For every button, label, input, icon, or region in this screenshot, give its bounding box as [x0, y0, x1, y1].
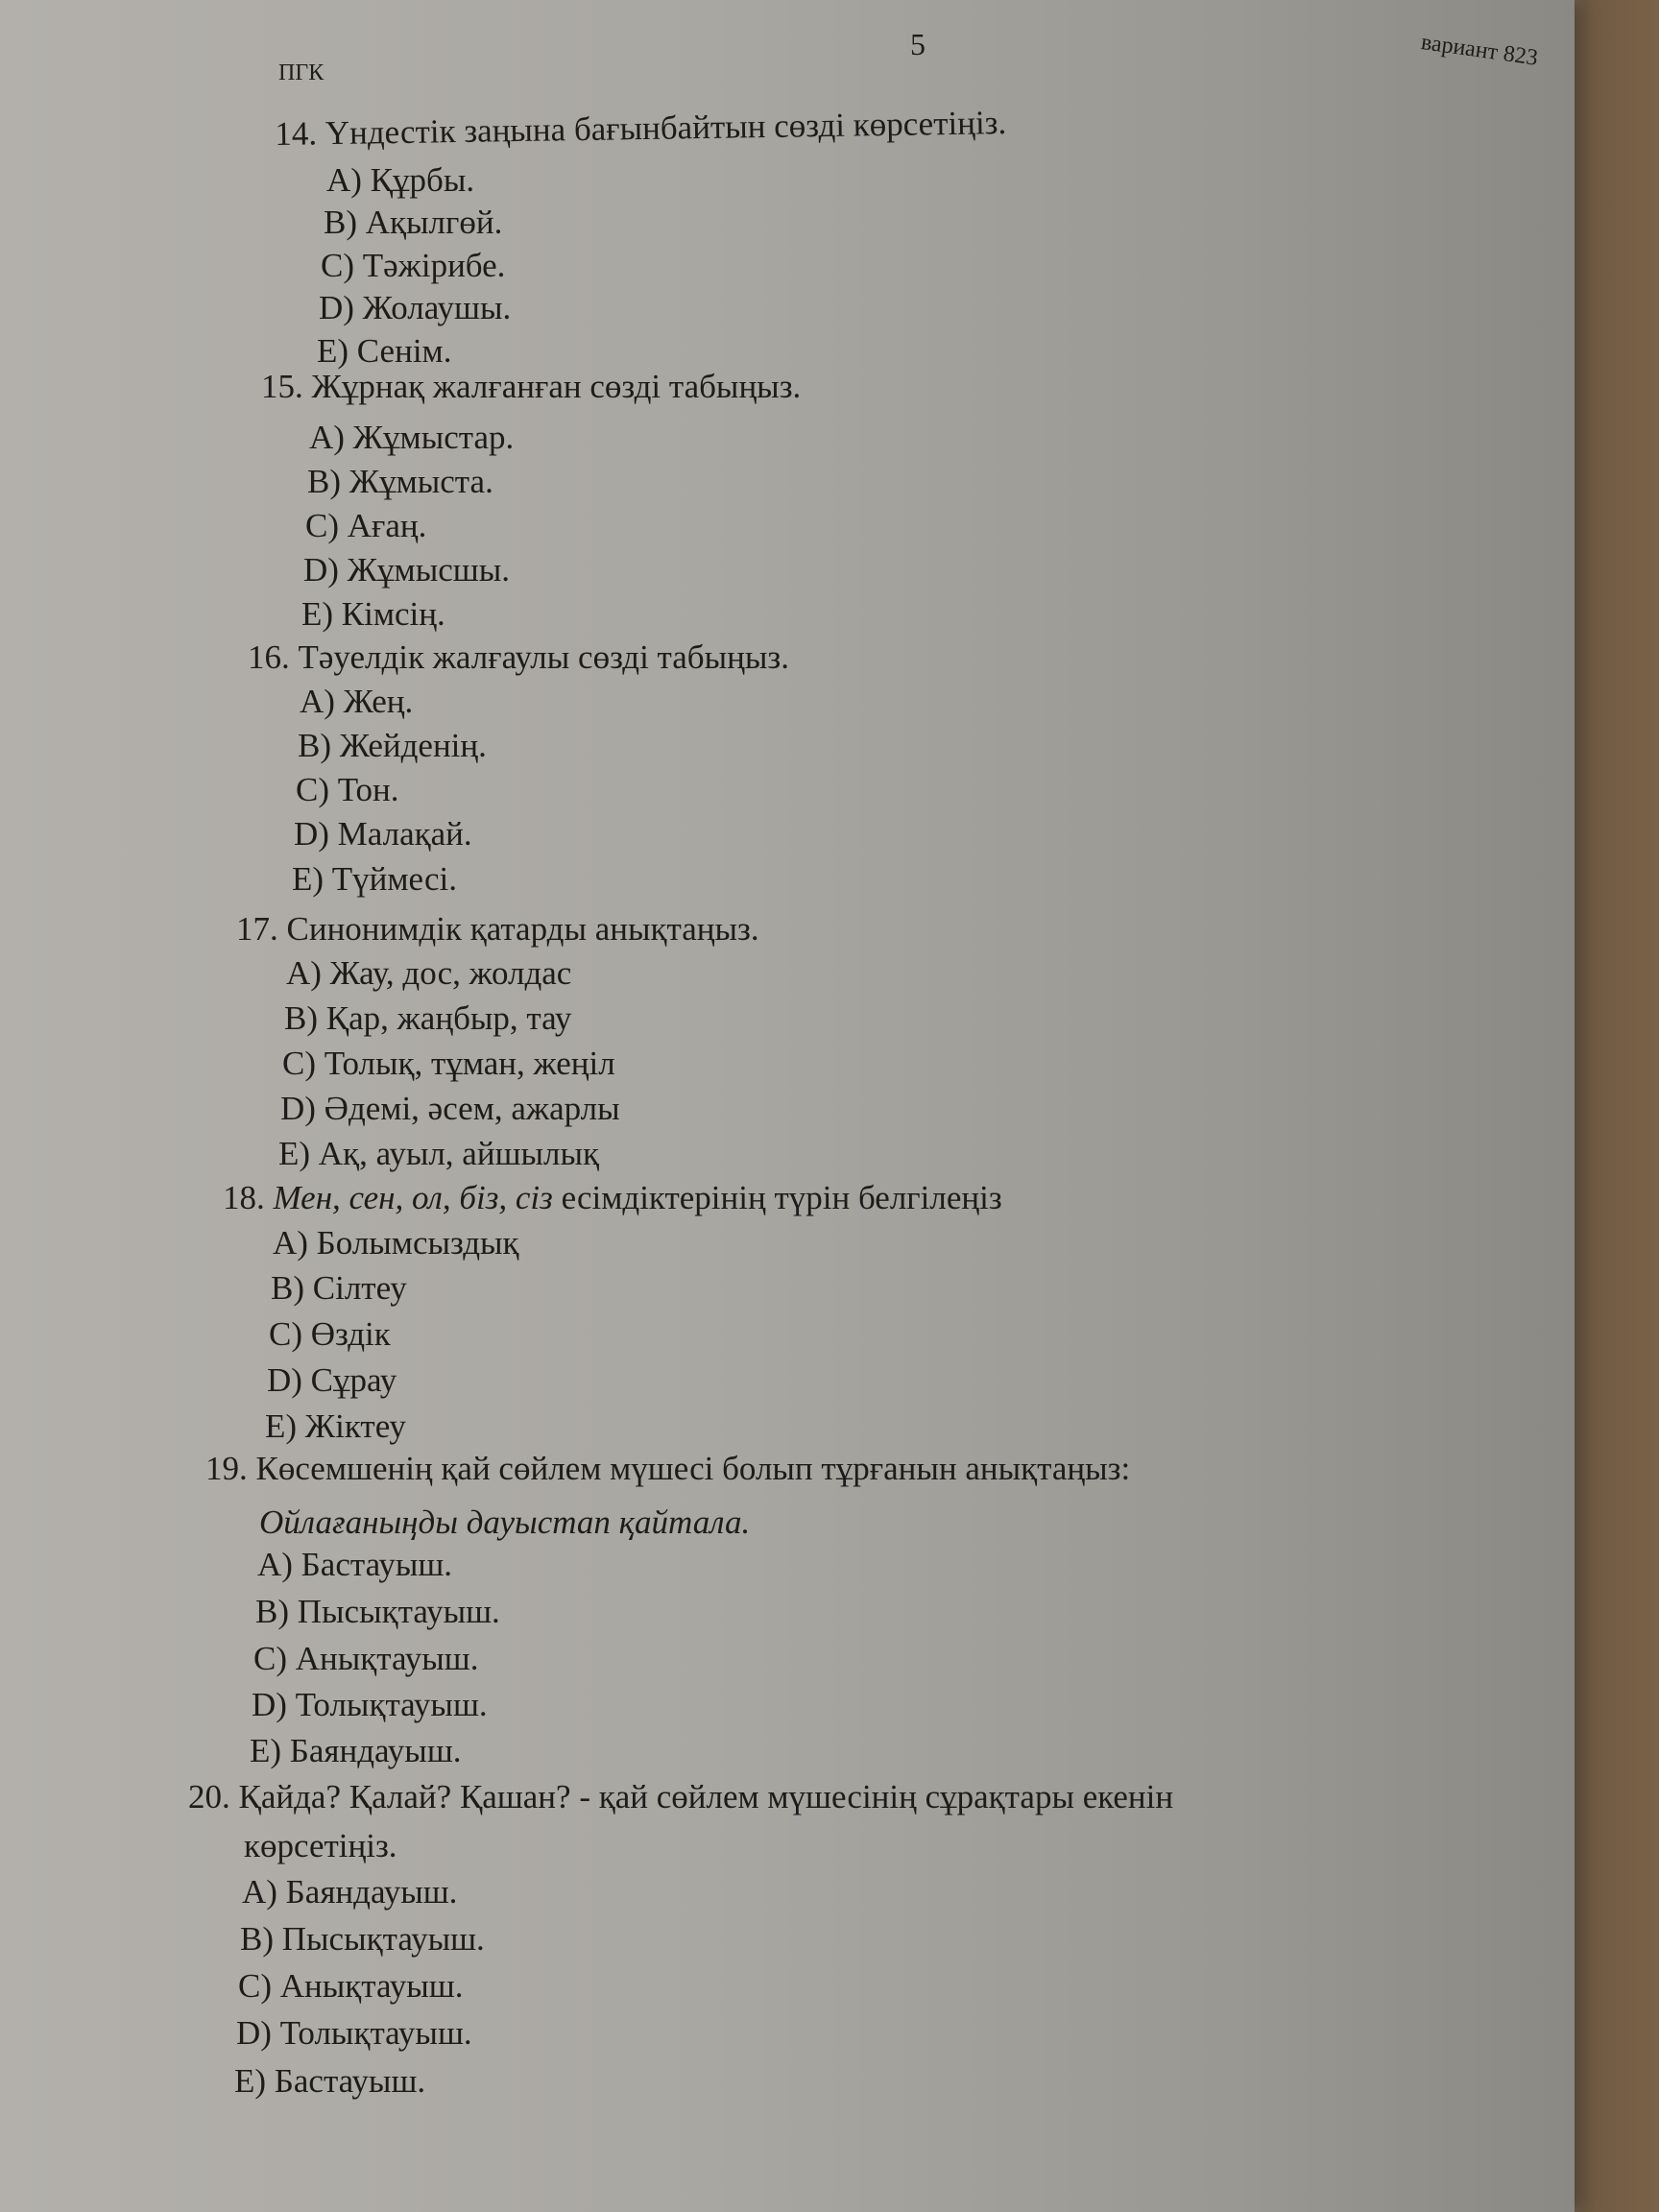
question-16: [248, 640, 789, 674]
option: E) Түймесі.: [292, 860, 457, 898]
question-18: [223, 1181, 1002, 1214]
question-text: Қайда? Қалай? Қашан? - қай сөйлем мүшесінің сұрақтары екенін: [238, 1778, 1174, 1815]
option: C) Ағаң.: [305, 507, 427, 544]
question-15: [261, 370, 801, 403]
page-number: 5: [910, 27, 926, 61]
option: A) Болымсыздық: [273, 1224, 519, 1262]
question-20: [188, 1780, 1173, 1814]
question-text-italic: Мен, сен, ол, біз, сіз: [273, 1179, 553, 1216]
option: E) Бастауыш.: [234, 2062, 426, 2100]
option: E) Сенім.: [317, 332, 452, 370]
option: E) Жіктеу: [265, 1407, 406, 1445]
question-number: 15.: [261, 368, 303, 405]
question-17: [236, 912, 759, 946]
option: A) Құрбы.: [326, 161, 475, 199]
question-text: есімдіктерінің түрін белгілеңіз: [552, 1179, 1002, 1216]
question-number: 19.: [205, 1450, 248, 1487]
option: A) Жең.: [300, 683, 414, 720]
option: B) Жұмыста.: [307, 463, 493, 500]
option: A) Баяндауыш.: [242, 1873, 458, 1911]
option: C) Толық, тұман, жеңіл: [282, 1045, 615, 1082]
question-example: Ойлағаныңды дауыстап қайтала.: [259, 1503, 751, 1541]
question-number: 16.: [248, 638, 290, 676]
option: C) Анықтауыш.: [238, 1967, 464, 2005]
option: E) Ақ, ауыл, айшылық: [278, 1135, 600, 1172]
question-text: Синонимдік қатарды анықтаңыз.: [286, 910, 759, 948]
option: B) Жейденің.: [298, 727, 487, 764]
option: E) Баяндауыш.: [250, 1732, 462, 1769]
question-number: 20.: [188, 1778, 230, 1815]
option: B) Сілтеу: [271, 1269, 407, 1307]
option: D) Толықтауыш.: [236, 2014, 472, 2052]
question-text-line2: көрсетіңіз.: [244, 1827, 397, 1864]
option: C) Тәжірибе.: [321, 247, 506, 284]
option: A) Жау, дос, жолдас: [286, 954, 572, 992]
header-subject: ПГК: [278, 60, 325, 85]
question-14: [275, 106, 1006, 151]
option: B) Қар, жаңбыр, тау: [284, 999, 572, 1037]
option: B) Пысықтауыш.: [255, 1593, 500, 1630]
option: D) Жолаушы.: [319, 289, 512, 326]
option: B) Пысықтауыш.: [240, 1920, 485, 1958]
option: E) Кімсің.: [301, 595, 445, 633]
question-text: Үндестік заңына бағынбайтын сөзді көрсетіңіз.: [325, 104, 1007, 153]
question-19: [205, 1452, 1130, 1485]
option: C) Өздік: [269, 1315, 391, 1353]
option: D) Жұмысшы.: [303, 551, 510, 589]
option: D) Әдемі, әсем, ажарлы: [280, 1090, 620, 1127]
option: D) Малақай.: [294, 815, 472, 853]
question-number: 18.: [223, 1179, 265, 1216]
option: D) Толықтауыш.: [252, 1686, 488, 1723]
question-number: 14.: [274, 114, 318, 153]
question-text: Тәуелдік жалғаулы сөзді табыңыз.: [298, 638, 789, 676]
option: D) Сұрау: [267, 1361, 397, 1399]
option: C) Тон.: [296, 771, 399, 808]
option: A) Жұмыстар.: [309, 419, 515, 456]
option: A) Бастауыш.: [257, 1546, 453, 1583]
variant-label: вариант 823: [1419, 30, 1540, 71]
question-number: 17.: [236, 910, 278, 948]
question-text: Жұрнақ жалғанған сөзді табыңыз.: [311, 368, 802, 405]
option: C) Анықтауыш.: [253, 1640, 479, 1677]
option: B) Ақылгөй.: [324, 204, 503, 241]
question-text: Көсемшенің қай сөйлем мүшесі болып тұрғанын анықтаңыз:: [255, 1450, 1131, 1487]
